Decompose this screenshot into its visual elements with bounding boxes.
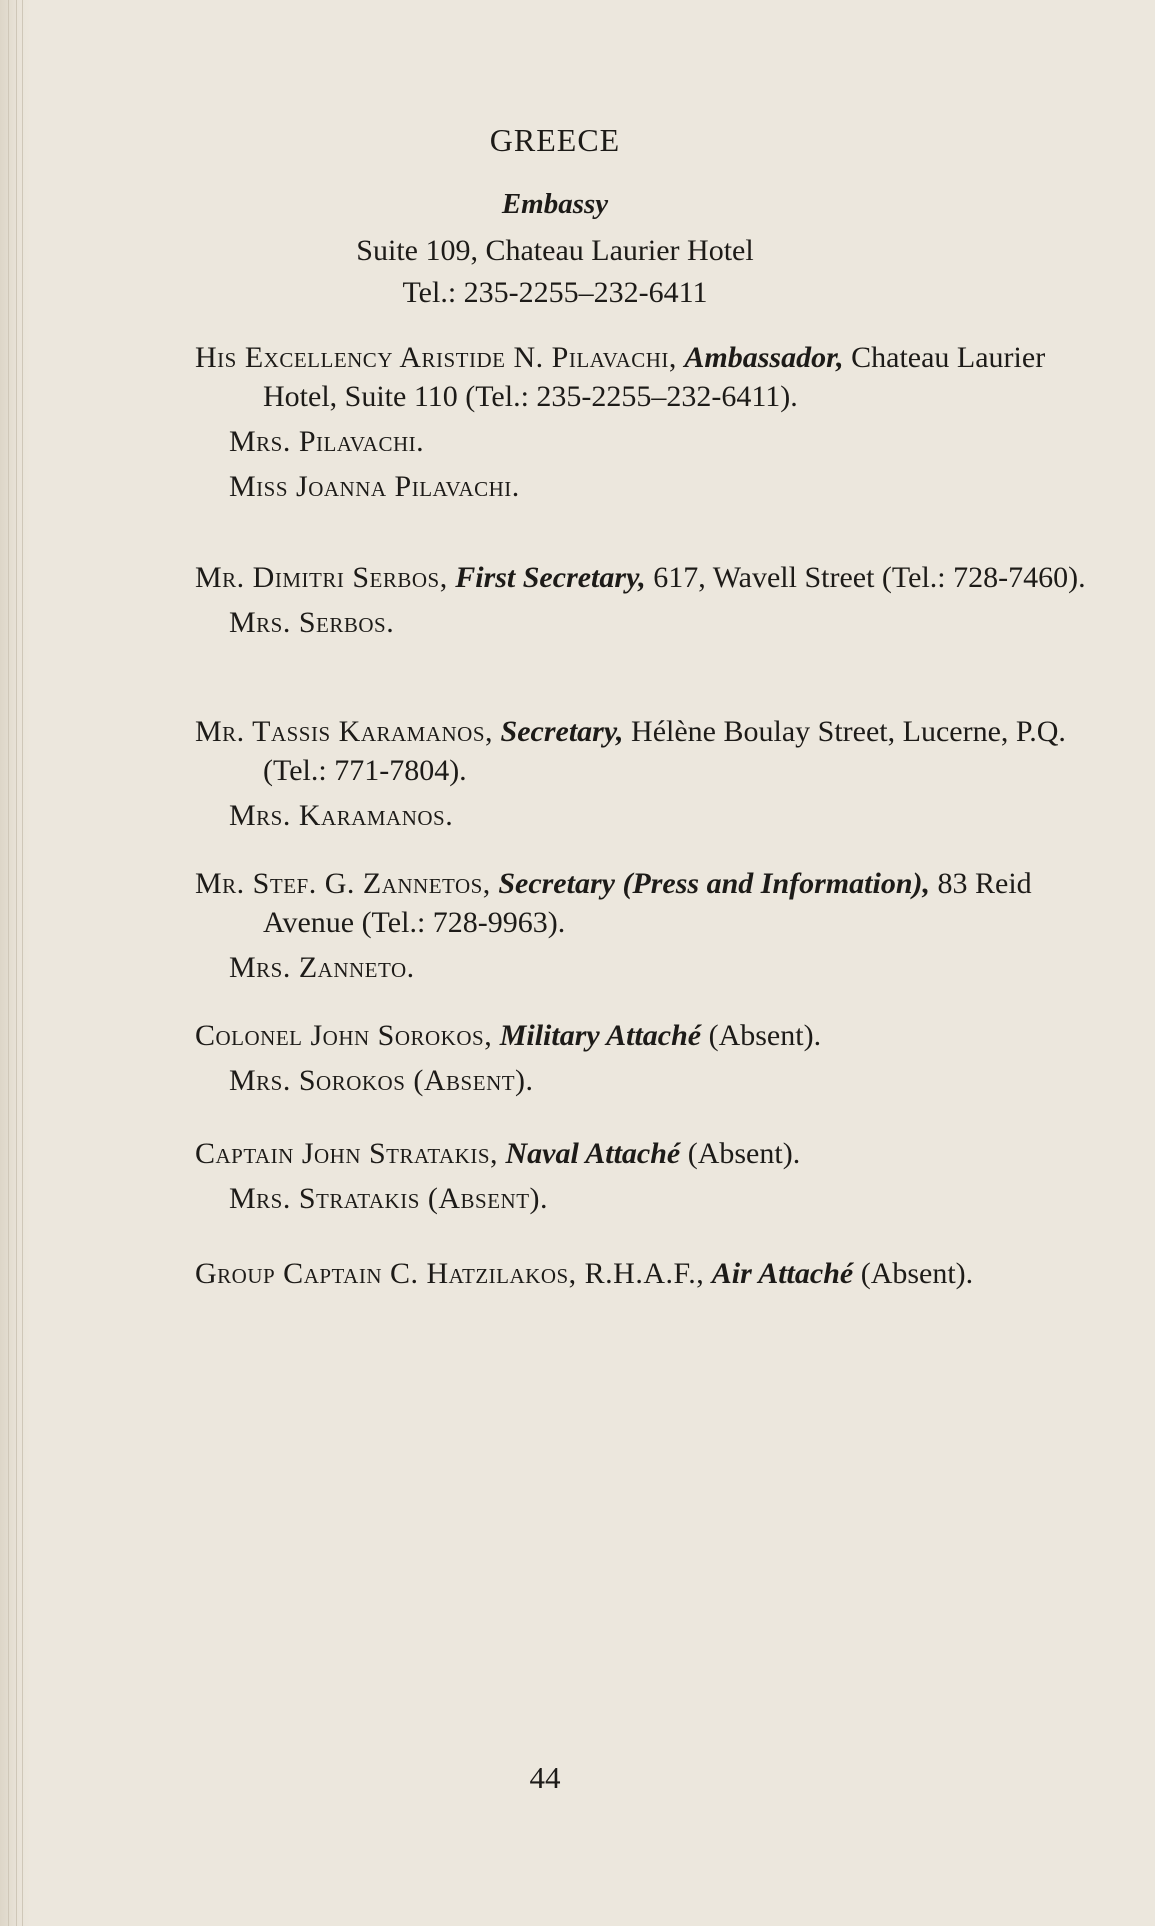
entry-details: (Absent). bbox=[708, 1019, 822, 1052]
section-label: Embassy bbox=[501, 188, 609, 220]
entry-main bbox=[195, 712, 1095, 790]
entry-main bbox=[195, 558, 1095, 597]
entry-title: Secretary (Press and Information), bbox=[498, 867, 930, 900]
entry-name: Captain John Stratakis, bbox=[195, 1137, 499, 1170]
family-member: Miss Joanna Pilavachi. bbox=[229, 470, 520, 503]
entry-details: (Absent). bbox=[687, 1137, 801, 1170]
entry-details: (Absent). bbox=[860, 1257, 974, 1290]
page-binding-edge bbox=[0, 0, 30, 1926]
entry-title: Secretary, bbox=[500, 715, 624, 748]
entry-press-secretary bbox=[195, 864, 1095, 987]
entry-details: 617, Wavell Street (Tel.: 728-7460). bbox=[653, 561, 1086, 594]
entry-details: Hélène Boulay Street, Lucerne, P.Q. (Tel.: 771-7804). bbox=[263, 715, 1066, 787]
entry-title: Naval Attaché bbox=[505, 1137, 681, 1170]
entry-main bbox=[195, 864, 1095, 942]
entry-first-secretary bbox=[195, 558, 1095, 642]
country-heading: GREECE bbox=[489, 122, 621, 158]
entry-naval-attache bbox=[195, 1134, 1095, 1218]
family-member: Mrs. Karamanos. bbox=[229, 799, 454, 832]
entry-secretary bbox=[195, 712, 1095, 835]
page-number: 44 bbox=[529, 1760, 561, 1795]
entry-name: His Excellency Aristide N. Pilavachi, bbox=[195, 341, 677, 374]
entry-details: 83 Reid Avenue (Tel.: 728-9963). bbox=[263, 867, 1032, 939]
family-member: Mrs. Stratakis (Absent). bbox=[229, 1182, 549, 1215]
entry-name: Mr. Stef. G. Zannetos, bbox=[195, 867, 491, 900]
entry-main bbox=[195, 1254, 1095, 1293]
family-member: Mrs. Serbos. bbox=[229, 606, 395, 639]
entry-main bbox=[195, 1134, 1095, 1173]
entry-military-attache bbox=[195, 1016, 1095, 1100]
entry-main bbox=[195, 1016, 1095, 1055]
entry-name: Mr. Dimitri Serbos, bbox=[195, 561, 448, 594]
entry-title: Military Attaché bbox=[499, 1019, 702, 1052]
entry-main bbox=[195, 338, 1095, 416]
family-member: Mrs. Pilavachi. bbox=[229, 425, 425, 458]
entry-title: Air Attaché bbox=[711, 1257, 854, 1290]
entry-title: First Secretary, bbox=[455, 561, 646, 594]
entry-ambassador bbox=[195, 338, 1095, 506]
entry-name: Mr. Tassis Karamanos, bbox=[195, 715, 494, 748]
entry-details: Chateau Laurier Hotel, Suite 110 (Tel.: 235-2255–232-6411). bbox=[263, 341, 1046, 413]
embassy-telephone: Tel.: 235-2255–232-6411 bbox=[402, 276, 708, 309]
entry-air-attache bbox=[195, 1254, 1095, 1293]
family-member: Mrs. Zanneto. bbox=[229, 951, 415, 984]
family-member: Mrs. Sorokos (Absent). bbox=[229, 1064, 534, 1097]
entry-title: Ambassador, bbox=[684, 341, 844, 374]
entry-name: Group Captain C. Hatzilakos, R.H.A.F., bbox=[195, 1257, 705, 1290]
embassy-address: Suite 109, Chateau Laurier Hotel bbox=[356, 234, 754, 267]
entry-name: Colonel John Sorokos, bbox=[195, 1019, 493, 1052]
